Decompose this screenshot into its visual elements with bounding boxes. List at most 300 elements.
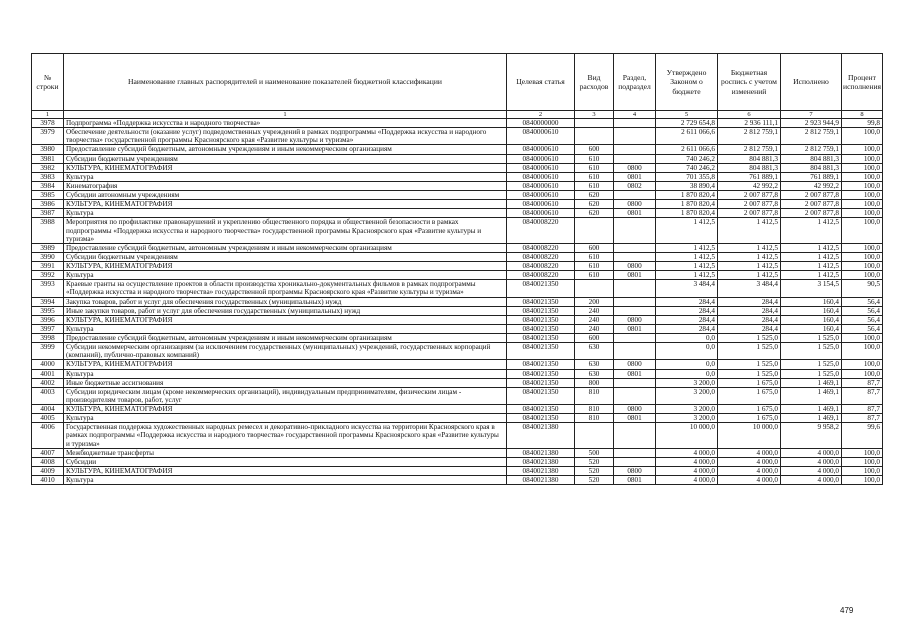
schedule-amount: 1 412,5 [718,262,781,271]
executed-amount: 1 525,0 [781,334,842,343]
table-row [32,334,883,343]
row-number: 3985 [32,191,64,200]
row-number: 3982 [32,163,64,172]
row-name: Культура [64,271,507,280]
header-target-article: Целевая статья [507,54,575,111]
target-article: 0840000610 [507,163,575,172]
table-row [32,369,883,378]
executed-amount: 1 469,1 [781,414,842,423]
execution-percent: 99,6 [842,423,883,448]
schedule-amount: 284,4 [718,324,781,333]
expense-type: 610 [575,172,614,181]
schedule-amount: 761 889,1 [718,172,781,181]
executed-amount: 761 889,1 [781,172,842,181]
row-number: 3989 [32,243,64,252]
schedule-amount: 1 525,0 [718,369,781,378]
executed-amount: 160,4 [781,315,842,324]
approved-amount: 3 200,0 [656,378,718,387]
row-number: 3987 [32,209,64,218]
approved-amount: 3 484,4 [656,280,718,297]
approved-amount: 3 200,0 [656,414,718,423]
execution-percent: 100,0 [842,172,883,181]
section-code [614,297,656,306]
row-name: Субсидии бюджетным учреждениям [64,154,507,163]
approved-amount: 284,4 [656,297,718,306]
row-number: 4004 [32,405,64,414]
expense-type [575,128,614,145]
executed-amount: 1 412,5 [781,271,842,280]
table-row [32,280,883,297]
table-body [32,119,883,485]
target-article: 0840021350 [507,360,575,369]
section-code [614,378,656,387]
executed-amount: 1 412,5 [781,252,842,261]
table-row [32,119,883,128]
row-name: Подпрограмма «Поддержка искусства и народного творчества» [64,119,507,128]
executed-amount: 160,4 [781,297,842,306]
schedule-amount: 1 412,5 [718,218,781,243]
schedule-amount: 1 675,0 [718,387,781,404]
table-row [32,423,883,448]
schedule-amount: 284,4 [718,297,781,306]
section-code: 0800 [614,315,656,324]
approved-amount: 4 000,0 [656,457,718,466]
executed-amount: 1 525,0 [781,343,842,360]
row-number: 3991 [32,262,64,271]
section-code: 0800 [614,262,656,271]
schedule-amount: 1 675,0 [718,405,781,414]
approved-amount: 1 412,5 [656,252,718,261]
execution-percent: 100,0 [842,334,883,343]
expense-type: 520 [575,466,614,475]
schedule-amount: 1 525,0 [718,360,781,369]
target-article: 0840000610 [507,172,575,181]
execution-percent: 100,0 [842,200,883,209]
execution-percent: 100,0 [842,360,883,369]
target-article: 0840000610 [507,145,575,154]
table-row [32,154,883,163]
expense-type: 610 [575,163,614,172]
approved-amount: 0,0 [656,369,718,378]
row-number: 3995 [32,306,64,315]
approved-amount: 740 246,2 [656,154,718,163]
row-number: 3998 [32,334,64,343]
approved-amount: 2 729 654,8 [656,119,718,128]
approved-amount: 0,0 [656,334,718,343]
expense-type: 610 [575,262,614,271]
target-article: 0840021380 [507,476,575,485]
row-name: Предоставление субсидий бюджетным, автономным учреждениям и иным некоммерческим организациям [64,334,507,343]
section-code: 0800 [614,405,656,414]
row-number: 3986 [32,200,64,209]
executed-amount: 4 000,0 [781,448,842,457]
header-expense-type: Вид расходов [575,54,614,111]
row-number: 3978 [32,119,64,128]
table-row [32,172,883,181]
row-name: КУЛЬТУРА, КИНЕМАТОГРАФИЯ [64,262,507,271]
target-article: 0840000610 [507,209,575,218]
row-name: Субсидии юридическим лицам (кроме некоммерческих организаций), индивидуальным предпринимателям, физическим лицам - производителям товаров, работ, услуг [64,387,507,404]
execution-percent: 87,7 [842,414,883,423]
schedule-amount: 1 675,0 [718,414,781,423]
row-number: 4010 [32,476,64,485]
executed-amount: 2 812 759,1 [781,145,842,154]
section-code: 0800 [614,466,656,475]
approved-amount: 284,4 [656,324,718,333]
executed-amount: 1 412,5 [781,262,842,271]
execution-percent: 87,7 [842,387,883,404]
header-section: Раздел, подраздел [614,54,656,111]
schedule-amount: 2 007 877,8 [718,209,781,218]
row-name: КУЛЬТУРА, КИНЕМАТОГРАФИЯ [64,360,507,369]
table-row [32,324,883,333]
execution-percent: 100,0 [842,476,883,485]
row-name: Иные закупки товаров, работ и услуг для обеспечения государственных (муниципальных) нужд [64,306,507,315]
row-name: Иные бюджетные ассигнования [64,378,507,387]
schedule-amount: 2 812 759,1 [718,145,781,154]
row-name: Кинематография [64,181,507,190]
schedule-amount: 42 992,2 [718,181,781,190]
table-row [32,297,883,306]
section-code: 0801 [614,369,656,378]
target-article: 0840021350 [507,334,575,343]
executed-amount: 4 000,0 [781,476,842,485]
schedule-amount: 3 484,4 [718,280,781,297]
executed-amount: 3 154,5 [781,280,842,297]
target-article: 0840021350 [507,324,575,333]
expense-type: 600 [575,334,614,343]
column-number: 8 [842,111,883,119]
table-row [32,181,883,190]
target-article: 0840021350 [507,280,575,297]
section-code [614,252,656,261]
target-article: 0840021350 [507,297,575,306]
approved-amount: 1 412,5 [656,218,718,243]
row-name: Закупка товаров, работ и услуг для обеспечения государственных (муниципальных) нужд [64,297,507,306]
table-row [32,271,883,280]
executed-amount: 160,4 [781,306,842,315]
expense-type: 620 [575,191,614,200]
schedule-amount: 1 525,0 [718,334,781,343]
section-code: 0802 [614,181,656,190]
row-name: КУЛЬТУРА, КИНЕМАТОГРАФИЯ [64,200,507,209]
table-row [32,128,883,145]
section-code: 0801 [614,414,656,423]
row-number: 3984 [32,181,64,190]
expense-type: 520 [575,476,614,485]
target-article: 0840021350 [507,405,575,414]
row-number: 3979 [32,128,64,145]
row-number: 3990 [32,252,64,261]
target-article: 0840021350 [507,306,575,315]
expense-type: 620 [575,209,614,218]
section-code [614,457,656,466]
row-name: Культура [64,476,507,485]
target-article: 0840000610 [507,200,575,209]
column-number: 2 [507,111,575,119]
expense-type: 610 [575,181,614,190]
executed-amount: 2 007 877,8 [781,191,842,200]
table-row [32,191,883,200]
executed-amount: 160,4 [781,324,842,333]
row-name: Государственная поддержка художественных народных ремесел и декоративно-прикладного искусства на территории Красноярского края в рамках подпрограммы «Поддержка искусства и народного творчества» государственной программы Красноярского края «Развитие культуры и туризма» [64,423,507,448]
execution-percent: 90,5 [842,280,883,297]
table-row [32,262,883,271]
target-article: 0840021380 [507,457,575,466]
execution-percent: 100,0 [842,369,883,378]
executed-amount: 9 958,2 [781,423,842,448]
target-article: 0840021350 [507,414,575,423]
section-code: 0800 [614,200,656,209]
execution-percent: 99,8 [842,119,883,128]
approved-amount: 38 890,4 [656,181,718,190]
table-row [32,209,883,218]
column-number: 6 [718,111,781,119]
row-number: 4007 [32,448,64,457]
schedule-amount: 4 000,0 [718,457,781,466]
schedule-amount: 804 881,3 [718,163,781,172]
execution-percent: 100,0 [842,209,883,218]
column-number: 1 [64,111,507,119]
approved-amount: 3 200,0 [656,405,718,414]
approved-amount: 1 412,5 [656,271,718,280]
column-number: 1 [32,111,64,119]
section-code: 0801 [614,271,656,280]
table-row [32,378,883,387]
expense-type: 520 [575,457,614,466]
target-article: 0840000610 [507,154,575,163]
row-number: 3999 [32,343,64,360]
row-number: 3988 [32,218,64,243]
target-article: 0840021350 [507,387,575,404]
execution-percent: 100,0 [842,252,883,261]
table-row [32,360,883,369]
section-code [614,343,656,360]
expense-type [575,280,614,297]
expense-type [575,119,614,128]
approved-amount: 3 200,0 [656,387,718,404]
column-number: 5 [656,111,718,119]
executed-amount: 4 000,0 [781,466,842,475]
row-number: 3996 [32,315,64,324]
table-row [32,414,883,423]
execution-percent: 87,7 [842,378,883,387]
executed-amount: 4 000,0 [781,457,842,466]
section-code: 0800 [614,163,656,172]
row-name: Межбюджетные трансферты [64,448,507,457]
table-row [32,145,883,154]
section-code: 0801 [614,209,656,218]
row-number: 3997 [32,324,64,333]
approved-amount: 10 000,0 [656,423,718,448]
expense-type: 630 [575,369,614,378]
executed-amount: 804 881,3 [781,154,842,163]
row-name: Мероприятия по профилактике правонарушений и укреплению общественного порядка и общественной безопасности в рамках подпрограммы «Поддержка искусства и народного творчества» государственной программы Красноярского края «Развитие культуры и туризма» [64,218,507,243]
target-article: 0840008220 [507,252,575,261]
executed-amount: 1 469,1 [781,387,842,404]
column-number: 7 [781,111,842,119]
section-code [614,243,656,252]
target-article: 0840021380 [507,448,575,457]
executed-amount: 2 007 877,8 [781,209,842,218]
executed-amount: 1 525,0 [781,369,842,378]
section-code: 0801 [614,172,656,181]
table-row [32,343,883,360]
row-name: Предоставление субсидий бюджетным, автономным учреждениям и иным некоммерческим организациям [64,145,507,154]
expense-type: 500 [575,448,614,457]
execution-percent: 56,4 [842,306,883,315]
expense-type [575,218,614,243]
approved-amount: 4 000,0 [656,448,718,457]
execution-percent: 100,0 [842,181,883,190]
execution-percent: 100,0 [842,163,883,172]
table-row [32,387,883,404]
table-row [32,315,883,324]
row-name: Культура [64,324,507,333]
target-article: 0840021350 [507,315,575,324]
row-number: 4008 [32,457,64,466]
section-code [614,306,656,315]
row-name: Культура [64,172,507,181]
row-name: КУЛЬТУРА, КИНЕМАТОГРАФИЯ [64,163,507,172]
row-name: Культура [64,414,507,423]
execution-percent: 100,0 [842,145,883,154]
approved-amount: 0,0 [656,360,718,369]
target-article: 0840000610 [507,128,575,145]
row-number: 4001 [32,369,64,378]
approved-amount: 1 870 820,4 [656,191,718,200]
approved-amount: 284,4 [656,306,718,315]
executed-amount: 2 007 877,8 [781,200,842,209]
expense-type: 810 [575,387,614,404]
approved-amount: 4 000,0 [656,476,718,485]
row-name: КУЛЬТУРА, КИНЕМАТОГРАФИЯ [64,405,507,414]
row-number: 3983 [32,172,64,181]
row-number: 3992 [32,271,64,280]
expense-type [575,423,614,448]
section-code: 0800 [614,360,656,369]
expense-type: 630 [575,360,614,369]
section-code [614,191,656,200]
row-number: 3994 [32,297,64,306]
schedule-amount: 284,4 [718,306,781,315]
table-row [32,200,883,209]
row-name: КУЛЬТУРА, КИНЕМАТОГРАФИЯ [64,466,507,475]
execution-percent: 100,0 [842,218,883,243]
budget-table [31,53,883,485]
approved-amount: 1 870 820,4 [656,209,718,218]
section-code [614,154,656,163]
section-code [614,387,656,404]
row-name: Субсидии бюджетным учреждениям [64,252,507,261]
executed-amount: 2 812 759,1 [781,128,842,145]
table-row [32,457,883,466]
executed-amount: 1 469,1 [781,405,842,414]
expense-type: 600 [575,145,614,154]
table-row [32,243,883,252]
header-percent: Процент исполнения [842,54,883,111]
section-code [614,280,656,297]
expense-type: 630 [575,343,614,360]
target-article: 0840000610 [507,181,575,190]
section-code [614,423,656,448]
execution-percent: 56,4 [842,297,883,306]
table-row [32,476,883,485]
execution-percent: 100,0 [842,262,883,271]
schedule-amount: 1 412,5 [718,243,781,252]
executed-amount: 804 881,3 [781,163,842,172]
execution-percent: 100,0 [842,243,883,252]
schedule-amount: 2 812 759,1 [718,128,781,145]
expense-type: 610 [575,252,614,261]
expense-type: 240 [575,306,614,315]
approved-amount: 2 611 066,6 [656,145,718,154]
execution-percent: 100,0 [842,448,883,457]
expense-type: 810 [575,405,614,414]
row-name: Субсидии некоммерческим организациям (за исключением государственных (муниципальных) учреждений, государственных корпораций (компаний), публично-правовых компаний) [64,343,507,360]
header-schedule: Бюджетная роспись с учетом изменений [718,54,781,111]
row-name: Субсидии [64,457,507,466]
execution-percent: 100,0 [842,457,883,466]
schedule-amount: 1 525,0 [718,343,781,360]
section-code [614,128,656,145]
approved-amount: 701 355,8 [656,172,718,181]
approved-amount: 0,0 [656,343,718,360]
schedule-amount: 804 881,3 [718,154,781,163]
executed-amount: 42 992,2 [781,181,842,190]
expense-type: 200 [575,297,614,306]
row-name: Культура [64,369,507,378]
target-article: 0840008220 [507,271,575,280]
row-number: 4003 [32,387,64,404]
table-row [32,306,883,315]
row-number: 4006 [32,423,64,448]
execution-percent: 56,4 [842,315,883,324]
schedule-amount: 4 000,0 [718,476,781,485]
execution-percent: 100,0 [842,271,883,280]
table-row [32,218,883,243]
header-row [32,54,883,111]
row-number: 4005 [32,414,64,423]
expense-type: 800 [575,378,614,387]
schedule-amount: 1 412,5 [718,252,781,261]
header-executed: Исполнено [781,54,842,111]
execution-percent: 56,4 [842,324,883,333]
execution-percent: 100,0 [842,466,883,475]
row-number: 3981 [32,154,64,163]
header-row-number: № строки [32,54,64,111]
target-article: 0840021350 [507,378,575,387]
approved-amount: 740 246,2 [656,163,718,172]
row-name: Обеспечение деятельности (оказание услуг) подведомственных учреждений в рамках подпрограммы «Поддержка искусства и народного творчества» государственной программы Красноярского края «Развитие культуры и туризма» [64,128,507,145]
table-row [32,163,883,172]
expense-type: 620 [575,200,614,209]
expense-type: 600 [575,243,614,252]
row-number: 4000 [32,360,64,369]
target-article: 0840021350 [507,369,575,378]
executed-amount: 1 469,1 [781,378,842,387]
approved-amount: 2 611 066,6 [656,128,718,145]
execution-percent: 100,0 [842,191,883,200]
schedule-amount: 4 000,0 [718,466,781,475]
section-code [614,334,656,343]
section-code [614,448,656,457]
executed-amount: 1 525,0 [781,360,842,369]
execution-percent: 87,7 [842,405,883,414]
target-article: 0840021380 [507,466,575,475]
executed-amount: 2 923 944,9 [781,119,842,128]
row-number: 4009 [32,466,64,475]
